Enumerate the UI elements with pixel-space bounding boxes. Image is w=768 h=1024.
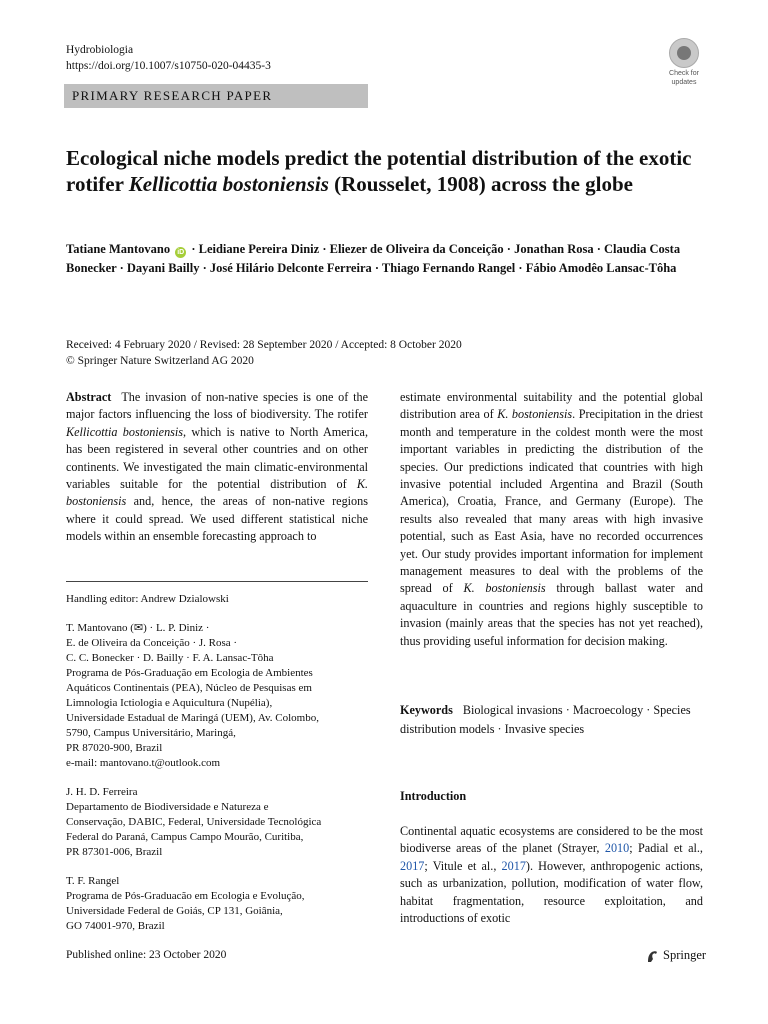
affil-line: 5790, Campus Universitário, Maringá, [66, 727, 236, 739]
abstract-right-p2: . Precipitation in the driest month and temperature in the coldest month were the most important variables in predicting the distribution of the species. Our predictions indicated that countries with high invasive potential included Argentina and Brazil (South America), Croatia, France, and Germany (Europe). The results also revealed that many areas with high invasive potential, such as East Asia, have no recorded occurrences yet. Our study provides important information for implement management measures to deal with the problems of the spread of [400, 407, 703, 596]
publisher-logo [645, 948, 706, 963]
title-part2: (Rousselet, 1908) across the globe [328, 172, 633, 196]
affil-line: Departamento de Biodiversidade e Natureza e [66, 801, 269, 813]
intro-text: Continental aquatic ecosystems are considered to be the most biodiverse areas of the planet (Strayer, [400, 824, 703, 856]
email-link[interactable]: e-mail: mantovano.t@outlook.com [66, 757, 221, 769]
affil-line: Aquáticos Continentais (PEA), Núcleo de Pesquisas em [66, 682, 312, 694]
intro-text: ; Padial et al., [629, 841, 703, 856]
abstract-text-right [400, 389, 703, 650]
introduction-heading: Introduction [400, 789, 467, 803]
first-author[interactable]: Tatiane Mantovano [66, 242, 171, 256]
citation-link[interactable]: 2017 [400, 858, 425, 873]
intro-text: ; Vitule et al., [424, 858, 502, 873]
journal-header [66, 42, 271, 74]
abstract-left-p2: , which is native to North America, has been registered in several other countries and on other continents. We investigated the main climatic-environmental variables suitable for the potential distribution of [66, 424, 368, 492]
intro-text: ). However, anthropogenic actions, such as urbanization, pollution, modification of water flow, habitat fragmentation, resource exploitation, and introductions of exotic [400, 858, 703, 926]
title-species: Kellicottia bostoniensis [128, 172, 329, 196]
affil-line: Federal do Paraná, Campus Campo Mourão, Curitiba, [66, 831, 304, 843]
abstract-species: K. bostoniensis [66, 477, 368, 509]
affil-line: E. de Oliveira da Conceição · J. Rosa · [66, 637, 238, 649]
other-authors: · Leidiane Pereira Diniz · Eliezer de Oliveira da Conceição · Jonathan Rosa · Claudia Costa Bonecker · Dayani Bailly · José Hilário Delconte Ferreira · Thiago Fernando Rangel · Fábio Amodêo Lansac-Tôha [66, 242, 681, 275]
affil-line: Conservação, DABIC, Federal, Universidade Tecnológica [66, 816, 322, 828]
abstract-species: Kellicottia bostoniensis [66, 424, 184, 439]
affil-line: C. C. Bonecker · D. Bailly · F. A. Lansac-Tôha [66, 652, 274, 664]
article-title [66, 145, 706, 197]
published-date: Published online: 23 October 2020 [66, 949, 227, 961]
abstract-species: K. bostoniensis [497, 407, 573, 422]
affil-line: Universidade Estadual de Maringá (UEM), Av. Colombo, [66, 712, 319, 724]
abstract-right-p3: through ballast water and aquaculture in countries and regions highly susceptible to invasion (mainly areas that the species has not yet reached), thus providing useful information for decision making. [400, 581, 703, 648]
citation-link[interactable]: 2017 [501, 858, 526, 873]
abstract-right-column [400, 389, 703, 650]
citation-link[interactable]: 2010 [604, 841, 630, 856]
affiliations [66, 592, 368, 948]
affil-line: Programa de Pós-Graduacão em Ecologia e Evolução, [66, 890, 305, 902]
affil-line: Programa de Pós-Graduação em Ecologia de Ambientes [66, 667, 313, 679]
footnote-divider [66, 581, 368, 582]
abstract-label: Abstract [66, 390, 112, 404]
affiliation-block-3 [66, 874, 368, 934]
affiliation-block-2 [66, 785, 368, 860]
affil-line: J. H. D. Ferreira [66, 786, 138, 798]
keywords-text: Biological invasions · Macroecology · Species distribution models · Invasive species [400, 703, 691, 736]
handling-editor: Handling editor: Andrew Dzialowski [66, 593, 229, 605]
orcid-icon[interactable]: iD [177, 249, 185, 256]
keywords [400, 701, 703, 739]
doi-link[interactable]: https://doi.org/10.1007/s10750-020-04435-3 [66, 60, 271, 72]
abstract-left-p1: The invasion of non-native species is one of the major factors influencing the loss of biodiversity. The rotifer [66, 390, 368, 422]
article-dates [66, 337, 462, 369]
affiliation-block-1 [66, 621, 368, 771]
keywords-label: Keywords [400, 703, 453, 717]
abstract-right-p1: estimate environmental suitability and the potential global distribution area of [400, 390, 703, 422]
affil-line: Limnologia Ictiologia e Aquicultura (Nupélia), [66, 697, 273, 709]
introduction-text [400, 823, 703, 927]
abstract-text-left [66, 389, 368, 546]
journal-name: Hydrobiologia [66, 44, 134, 56]
affil-line: PR 87301-006, Brazil [66, 846, 163, 858]
author-list [66, 240, 706, 278]
check-updates-line2: updates [671, 79, 697, 86]
received-revised-accepted: Received: 4 February 2020 / Revised: 28 September 2020 / Accepted: 8 October 2020 [66, 339, 462, 351]
abstract-left-p3: and, hence, the areas of non-native regions where it could spread. We used different statistical niche models within an ensemble forecasting approach to [66, 494, 368, 544]
publisher-name: Springer [663, 948, 707, 962]
abstract-left-column [66, 389, 368, 546]
affil-line: T. Mantovano (✉) · L. P. Diniz · [66, 622, 210, 634]
article-type-banner: PRIMARY RESEARCH PAPER [64, 84, 368, 108]
copyright: © Springer Nature Switzerland AG 2020 [66, 355, 254, 367]
abstract-species: K. bostoniensis [463, 581, 546, 596]
affil-line: T. F. Rangel [66, 875, 120, 887]
affil-line: PR 87020-900, Brazil [66, 742, 163, 754]
check-for-updates-badge[interactable] [662, 38, 706, 86]
springer-horse-icon [645, 949, 659, 963]
affil-line: GO 74001-970, Brazil [66, 920, 165, 932]
title-part1: Ecological niche models predict the potential distribution of the exotic rotifer [66, 146, 692, 196]
affil-line: Universidade Federal de Goiás, CP 131, Goiânia, [66, 905, 283, 917]
check-updates-line1: Check for [669, 70, 699, 77]
check-updates-icon [669, 38, 699, 68]
